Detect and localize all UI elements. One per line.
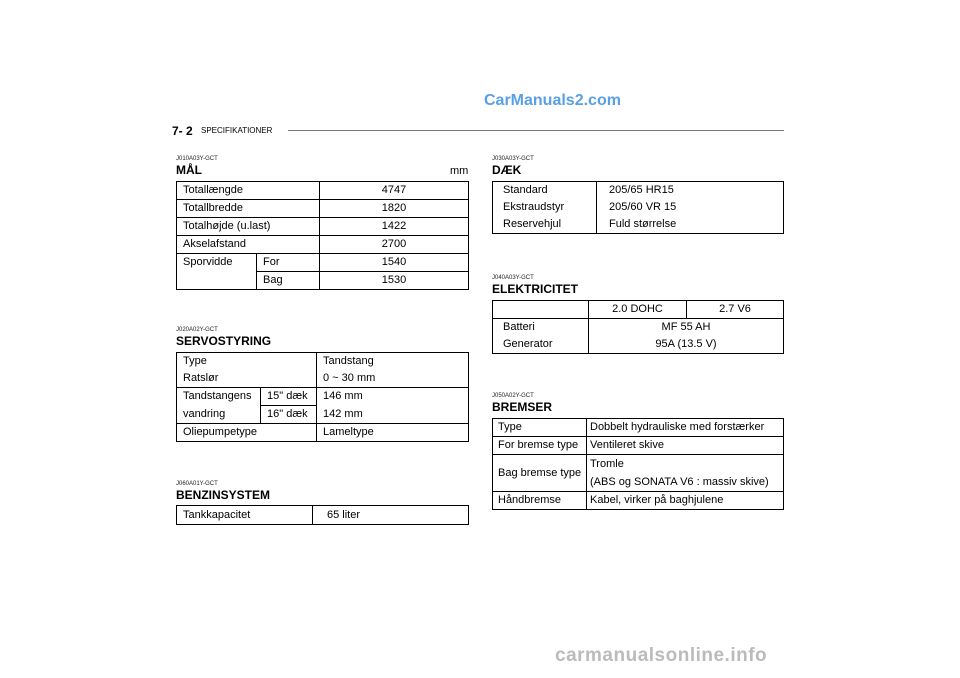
servo-type-value: Tandstang: [317, 353, 469, 371]
elec-col-dohc: 2.0 DOHC: [589, 301, 687, 319]
daek-title: DÆK: [492, 163, 522, 177]
daek-table: [492, 181, 784, 234]
elec-generator-label: Generator: [493, 336, 589, 354]
daek-value: 205/65 HR15: [597, 182, 784, 200]
servo-travel-label-2: vandring: [177, 406, 261, 424]
elec-battery-value: MF 55 AH: [589, 319, 784, 337]
sporvidde-front-value: 1540: [320, 254, 469, 272]
maal-label: Totalhøjde (u.last): [177, 218, 320, 236]
maal-label: Akselafstand: [177, 236, 320, 254]
daek-label: Ekstraudstyr: [493, 199, 597, 216]
site-watermark[interactable]: CarManuals2.com: [484, 92, 621, 109]
fuel-code: J060A01Y-GCT: [176, 481, 218, 487]
maal-value: 1820: [320, 200, 469, 218]
servo-travel-label: Tandstangens: [177, 388, 261, 406]
servo-pump-label: Oliepumpetype: [177, 424, 317, 442]
brake-rear-value-line2: (ABS og SONATA V6 : massiv skive): [590, 476, 769, 488]
elec-generator-value: 95A (13.5 V): [589, 336, 784, 354]
section-title: SPECIFIKATIONER: [201, 126, 273, 135]
brake-rear-value-line1: Tromle: [590, 458, 624, 470]
brake-front-label: For bremse type: [493, 437, 587, 455]
servo-tire15-label: 15" dæk: [261, 388, 317, 406]
maal-label: Totallbredde: [177, 200, 320, 218]
brake-hand-value: Kabel, virker på baghjulene: [587, 492, 784, 510]
servo-pump-value: Lameltype: [317, 424, 469, 442]
footer-watermark[interactable]: carmanualsonline.info: [555, 645, 768, 666]
brake-title: BREMSER: [492, 400, 553, 414]
servo-type-label: Type: [177, 353, 317, 371]
daek-label: Reservehjul: [493, 216, 597, 234]
elec-battery-label: Batteri: [493, 319, 589, 337]
daek-value: Fuld størrelse: [597, 216, 784, 234]
servo-tire15-value: 146 mm: [317, 388, 469, 406]
fuel-label: Tankkapacitet: [177, 506, 313, 525]
maal-title: MÅL: [176, 163, 202, 177]
elec-col-v6: 2.7 V6: [687, 301, 784, 319]
servo-title: SERVOSTYRING: [176, 334, 272, 348]
servo-ratslor-value: 0 ~ 30 mm: [317, 370, 469, 388]
servo-tire16-value: 142 mm: [317, 406, 469, 424]
brake-rear-label: Bag bremse type: [493, 455, 587, 492]
brake-type-label: Type: [493, 419, 587, 437]
maal-value: 2700: [320, 236, 469, 254]
daek-code: J030A03Y-GCT: [492, 156, 534, 162]
brake-rear-value: [587, 455, 784, 492]
elec-table: [492, 300, 784, 354]
daek-value: 205/60 VR 15: [597, 199, 784, 216]
servo-tire16-label: 16" dæk: [261, 406, 317, 424]
daek-label: Standard: [493, 182, 597, 200]
elec-corner: [493, 301, 589, 319]
elec-code: J040A03Y-GCT: [492, 275, 534, 281]
brake-table: [492, 418, 784, 510]
servo-ratslor-label: Ratslør: [177, 370, 317, 388]
maal-unit: mm: [450, 165, 469, 177]
fuel-table: [176, 505, 469, 525]
brake-hand-label: Håndbremse: [493, 492, 587, 510]
sporvidde-label: Sporvidde: [177, 254, 257, 290]
sporvidde-rear-value: 1530: [320, 272, 469, 290]
sporvidde-front-label: For: [257, 254, 320, 272]
brake-code: J050A02Y-GCT: [492, 393, 534, 399]
maal-value: 1422: [320, 218, 469, 236]
maal-code: J010A03Y-GCT: [176, 156, 218, 162]
page-number: 7- 2: [172, 124, 193, 138]
sporvidde-rear-label: Bag: [257, 272, 320, 290]
maal-table: [176, 181, 469, 290]
maal-label: Totallængde: [177, 182, 320, 200]
brake-front-value: Ventileret skive: [587, 437, 784, 455]
fuel-title: BENZINSYSTEM: [176, 488, 271, 502]
servo-code: J020A02Y-GCT: [176, 327, 218, 333]
elec-title: ELEKTRICITET: [492, 282, 578, 296]
fuel-value: 65 liter: [313, 506, 469, 525]
brake-type-value: Dobbelt hydrauliske med forstærker: [587, 419, 784, 437]
servo-table: [176, 352, 469, 442]
maal-value: 4747: [320, 182, 469, 200]
header-divider: [288, 130, 784, 131]
